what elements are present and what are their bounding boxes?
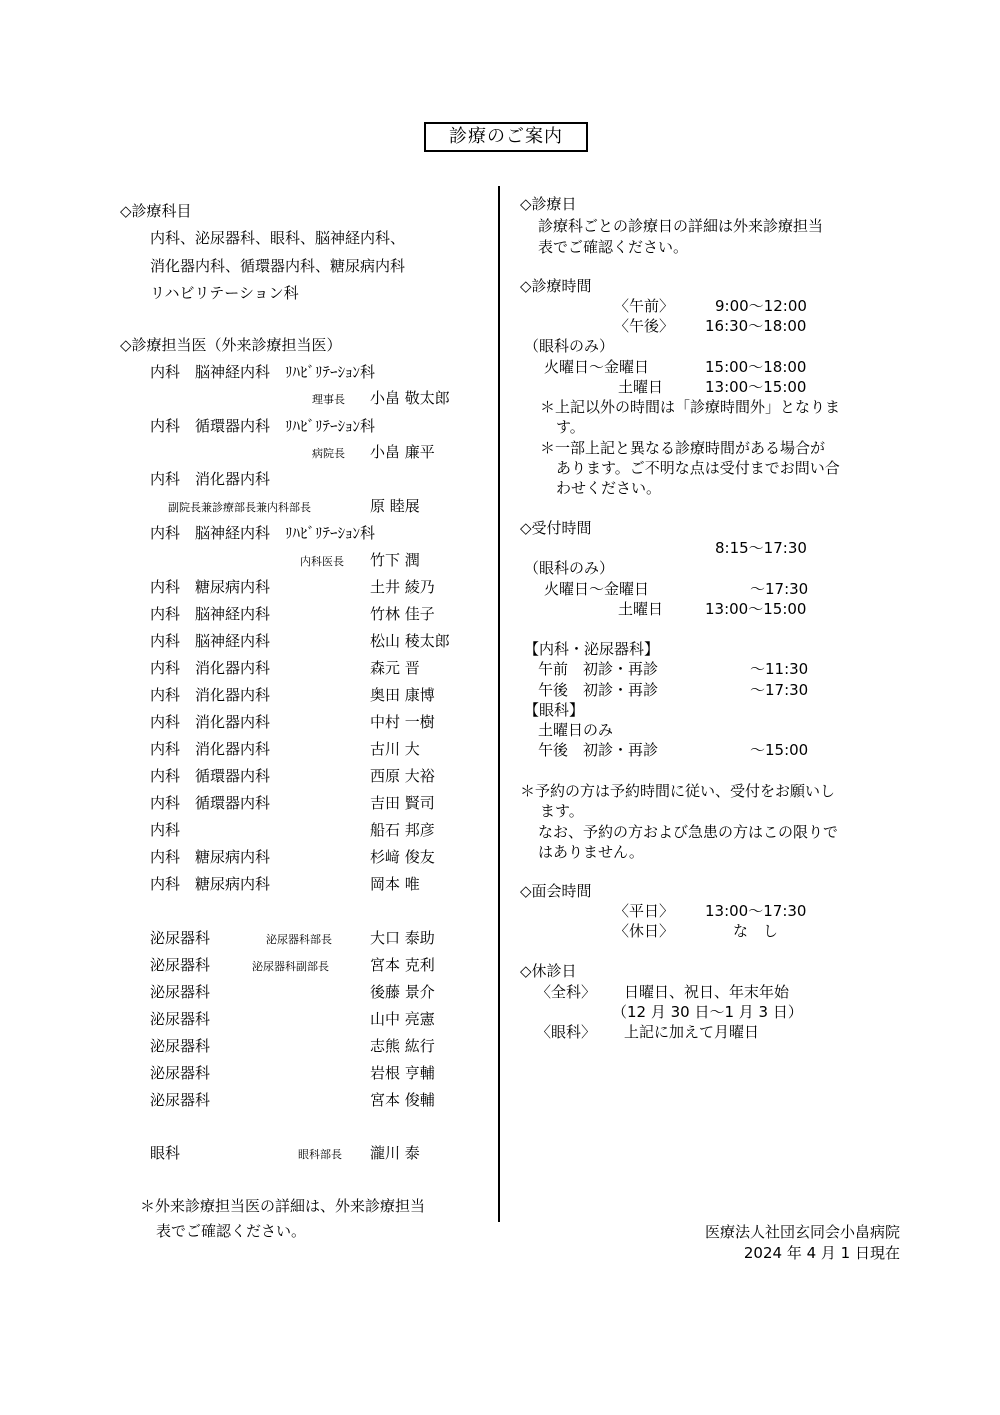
visiting-holiday-label: 〈休日〉 — [614, 922, 675, 940]
hours-note: す。 — [556, 418, 585, 436]
urology-name: 大口 泰助 — [370, 929, 435, 947]
reception-internal-am: 午前 初診・再診 — [538, 660, 659, 678]
reception-eye-sat: 土曜日 — [618, 600, 664, 618]
doctor-name: 杉﨑 俊友 — [370, 848, 435, 866]
doctor-name: 小畠 敬太郎 — [370, 389, 450, 407]
hours-heading: ◇診療時間 — [520, 277, 592, 295]
doctor-name: 竹下 潤 — [370, 551, 420, 569]
days-line: 診療科ごとの診療日の詳細は外来診療担当 — [538, 217, 824, 235]
closed-all-label: 〈全科〉 — [536, 983, 597, 1001]
doctor-name: 西原 大裕 — [370, 767, 435, 785]
visiting-holiday-time: な し — [733, 922, 779, 940]
doctor-dept: 内科 循環器内科 — [150, 767, 271, 785]
departments-line: 消化器内科、循環器内科、糖尿病内科 — [150, 257, 406, 275]
urology-name: 山中 亮憲 — [370, 1010, 435, 1028]
visiting-heading: ◇面会時間 — [520, 882, 592, 900]
hours-eye-label: （眼科のみ） — [524, 337, 615, 355]
hours-note: ＊上記以外の時間は「診療時間外」となりま — [540, 398, 841, 416]
reception-internal-am-time: ～11:30 — [750, 660, 809, 678]
doctor-dept: 内科 糖尿病内科 — [150, 848, 271, 866]
eye-dept: 眼科 — [150, 1144, 181, 1162]
reception-eye2-label: 【眼科】 — [524, 701, 585, 719]
doctor-name: 小畠 廉平 — [370, 443, 435, 461]
hours-am-time: 9:00～12:00 — [715, 297, 807, 315]
reception-note: はありません。 — [538, 843, 644, 861]
urology-name: 後藤 景介 — [370, 983, 435, 1001]
urology-dept: 泌尿器科 — [150, 1091, 211, 1109]
urology-dept: 泌尿器科 — [150, 929, 211, 947]
closed-eye-label: 〈眼科〉 — [536, 1023, 597, 1041]
days-heading: ◇診療日 — [520, 195, 577, 213]
eye-name: 瀧川 泰 — [370, 1144, 420, 1162]
reception-eye-label: （眼科のみ） — [524, 559, 615, 577]
hours-pm-time: 16:30～18:00 — [705, 317, 807, 335]
visiting-weekday-time: 13:00～17:30 — [705, 902, 807, 920]
doctor-rank: 副院長兼診療部長兼内科部長 — [168, 501, 311, 514]
doctor-dept: 内科 消化器内科 — [150, 686, 271, 704]
footer-org: 医療法人社団玄同会小畠病院 — [704, 1223, 900, 1241]
doctor-dept: 内科 糖尿病内科 — [150, 578, 271, 596]
urology-name: 志熊 紘行 — [370, 1037, 435, 1055]
reception-eye-weekday-time: ～17:30 — [750, 580, 809, 598]
urology-name: 岩根 亨輔 — [370, 1064, 435, 1082]
doctor-rank: 理事長 — [312, 393, 345, 406]
column-divider — [498, 186, 500, 1222]
reception-time: 8:15～17:30 — [715, 539, 807, 557]
reception-internal-pm-time: ～17:30 — [750, 681, 809, 699]
reception-eye-weekday: 火曜日～金曜日 — [544, 580, 650, 598]
reception-internal-pm: 午後 初診・再診 — [538, 681, 659, 699]
reception-internal-label: 【内科・泌尿器科】 — [524, 640, 660, 658]
doctor-dept: 内科 循環器内科 ﾘﾊﾋﾞﾘﾃｰｼｮﾝ科 — [150, 417, 376, 435]
urology-rank: 泌尿器科部長 — [266, 933, 332, 946]
urology-name: 宮本 克利 — [370, 956, 435, 974]
doctor-dept: 内科 糖尿病内科 — [150, 875, 271, 893]
urology-dept: 泌尿器科 — [150, 1037, 211, 1055]
urology-rank: 泌尿器科副部長 — [252, 960, 329, 973]
closed-all-sub: （12 月 30 日～1 月 3 日） — [612, 1003, 803, 1021]
page-title: 診療のご案内 — [424, 122, 588, 152]
doctor-dept: 内科 消化器内科 — [150, 470, 271, 488]
reception-eye2-pm: 午後 初診・再診 — [538, 741, 659, 759]
reception-note: ＊予約の方は予約時間に従い、受付をお願いし — [520, 782, 836, 800]
doctor-dept: 内科 — [150, 821, 181, 839]
hours-eye-sat-time: 13:00～15:00 — [705, 378, 807, 396]
doctor-rank: 内科医長 — [300, 555, 344, 568]
hours-eye-sat: 土曜日 — [618, 378, 664, 396]
hours-eye-weekday-time: 15:00～18:00 — [705, 358, 807, 376]
doctor-dept: 内科 脳神経内科 ﾘﾊﾋﾞﾘﾃｰｼｮﾝ科 — [150, 524, 376, 542]
reception-eye2-pm-time: ～15:00 — [750, 741, 809, 759]
doctor-name: 岡本 唯 — [370, 875, 420, 893]
doctor-name: 船石 邦彦 — [370, 821, 435, 839]
left-note: ＊外来診療担当医の詳細は、外来診療担当 — [140, 1197, 426, 1215]
doctor-name: 竹林 佳子 — [370, 605, 435, 623]
reception-note: なお、予約の方および急患の方はこの限りで — [538, 823, 839, 841]
hours-eye-weekday: 火曜日～金曜日 — [544, 358, 650, 376]
reception-heading: ◇受付時間 — [520, 519, 592, 537]
doctor-dept: 内科 循環器内科 — [150, 794, 271, 812]
doctor-rank: 病院長 — [312, 447, 345, 460]
departments-line: 内科、泌尿器科、眼科、脳神経内科、 — [150, 229, 406, 247]
doctor-name: 吉田 賢司 — [370, 794, 435, 812]
hours-note: ＊一部上記と異なる診療時間がある場合が — [540, 439, 826, 457]
doctor-name: 土井 綾乃 — [370, 578, 435, 596]
doctor-dept: 内科 脳神経内科 — [150, 632, 271, 650]
departments-line: リハビリテーション科 — [150, 284, 299, 302]
hours-note: わせください。 — [556, 479, 662, 497]
reception-eye2-sat: 土曜日のみ — [538, 721, 614, 739]
hours-am-label: 〈午前〉 — [614, 297, 675, 315]
doctor-dept: 内科 脳神経内科 ﾘﾊﾋﾞﾘﾃｰｼｮﾝ科 — [150, 363, 376, 381]
reception-eye-sat-time: 13:00～15:00 — [705, 600, 807, 618]
hours-note: あります。ご不明な点は受付までお問い合 — [556, 459, 840, 477]
urology-dept: 泌尿器科 — [150, 1010, 211, 1028]
days-line: 表でご確認ください。 — [538, 238, 689, 256]
eye-rank: 眼科部長 — [298, 1148, 342, 1161]
doctor-name: 中村 一樹 — [370, 713, 435, 731]
doctors-heading: ◇診療担当医（外来診療担当医） — [120, 336, 342, 354]
doctor-name: 古川 大 — [370, 740, 420, 758]
visiting-weekday-label: 〈平日〉 — [614, 902, 675, 920]
doctor-dept: 内科 消化器内科 — [150, 659, 271, 677]
hours-pm-label: 〈午後〉 — [614, 317, 675, 335]
doctor-name: 松山 稜太郎 — [370, 632, 450, 650]
urology-dept: 泌尿器科 — [150, 983, 211, 1001]
doctor-name: 原 睦展 — [370, 497, 420, 515]
doctor-name: 森元 晋 — [370, 659, 420, 677]
doctor-name: 奥田 康博 — [370, 686, 435, 704]
doctor-dept: 内科 消化器内科 — [150, 713, 271, 731]
urology-dept: 泌尿器科 — [150, 1064, 211, 1082]
urology-name: 宮本 俊輔 — [370, 1091, 435, 1109]
doctor-dept: 内科 消化器内科 — [150, 740, 271, 758]
closed-all-text: 日曜日、祝日、年末年始 — [624, 983, 790, 1001]
closed-heading: ◇休診日 — [520, 962, 577, 980]
closed-eye-text: 上記に加えて月曜日 — [624, 1023, 760, 1041]
urology-dept: 泌尿器科 — [150, 956, 211, 974]
footer-date: 2024 年 4 月 1 日現在 — [743, 1244, 900, 1262]
departments-heading: ◇診療科目 — [120, 202, 192, 220]
reception-note: ます。 — [540, 802, 584, 820]
left-note: 表でご確認ください。 — [156, 1222, 307, 1240]
doctor-dept: 内科 脳神経内科 — [150, 605, 271, 623]
